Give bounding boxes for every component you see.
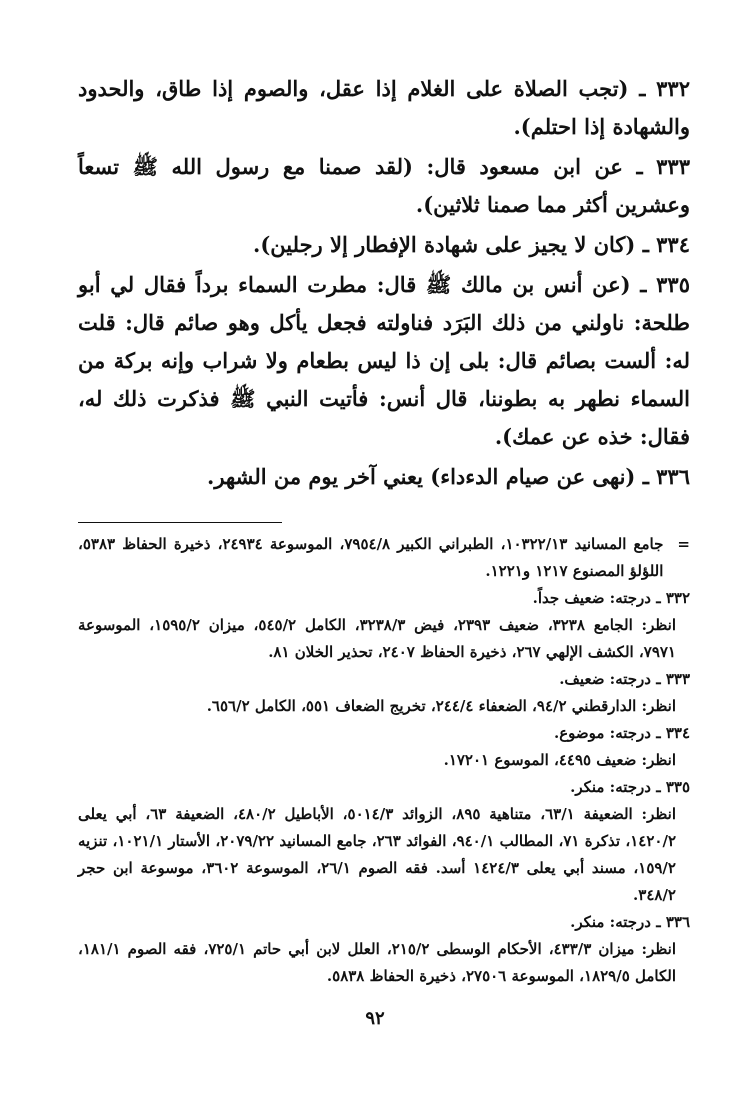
hadith-text: (كان لا يجيز على شهادة الإفطار إلا رجلين). (253, 232, 636, 257)
hadith-number: ٣٣٥ ـ (640, 272, 690, 297)
footnote-number: ٣٣٢ (665, 589, 690, 607)
hadith-333 (78, 148, 690, 224)
page-number: ٩٢ (365, 1008, 385, 1029)
continuation-mark: = (677, 535, 690, 553)
hadith-334 (78, 226, 690, 264)
hadith-text: (عن أنس بن مالك ﷺ قال: مطرت السماء برداً فقال لي أبو طلحة: ناولني من ذلك البَرَد فناولته فجعل يأكل وهو صائم قال: قلت له: ألست بصائم قال: بلى إن ذا ليس بطعام ولا شراب وإنه بركة من السماء نطهر به بطوننا، قال أنس: فأتيت النبي ﷺ فذكرت ذلك له، فقال: خذه عن عمك). (78, 272, 690, 449)
hadith-number: ٣٣٦ ـ (642, 464, 690, 489)
footnote-refs: انظر: الدارقطني ٩٤/٢، الضعفاء ٢٤٤/٤، تخريج الضعاف ٥٥١، الكامل ٦٥٦/٢. (206, 697, 676, 715)
degree-label: ـ درجته: (609, 670, 661, 688)
footnote-degree-line (78, 585, 690, 612)
footnote-separator (78, 522, 690, 523)
footnote-336 (78, 909, 690, 990)
degree-value: ضعيف جداً. (532, 589, 605, 607)
footnote-continuation (78, 531, 690, 585)
hadith-332 (78, 70, 690, 146)
footnote-degree-line (78, 774, 690, 801)
degree-value: منكر. (570, 778, 605, 796)
hadith-336 (78, 458, 690, 496)
hadith-text: (نهى عن صيام الدءداء) يعني آخر يوم من الشهر. (207, 464, 636, 489)
footnote-number: ٣٣٥ (665, 778, 690, 796)
degree-label: ـ درجته: (609, 913, 661, 931)
footnote-number: ٣٣٦ (665, 913, 690, 931)
footnote-degree-line (78, 666, 690, 693)
page-body (78, 70, 690, 990)
continuation-text: جامع المسانيد ١٠٣٢٢/١٣، الطبراني الكبير ٧٩٥٤/٨، الموسوعة ٢٤٩٣٤، ذخيرة الحفاظ ٥٣٨٣، اللؤلؤ المصنوع ١٢١٧ و١٢٢١. (78, 535, 664, 580)
degree-label: ـ درجته: (609, 724, 661, 742)
hadith-text: (تجب الصلاة على الغلام إذا عقل، والصوم إذا طاق، والحدود والشهادة إذا احتلم). (78, 76, 690, 139)
footnote-334 (78, 720, 690, 774)
degree-value: منكر. (570, 913, 605, 931)
footnote-332 (78, 585, 690, 666)
footnote-degree-line (78, 909, 690, 936)
footnote-number: ٣٣٣ (665, 670, 690, 688)
footnote-degree-line (78, 720, 690, 747)
footnote-number: ٣٣٤ (665, 724, 690, 742)
footnote-refs: انظر: الجامع ٣٢٣٨، ضعيف ٢٣٩٣، فيض ٣٢٣٨/٣، الكامل ٥٤٥/٢، ميزان ١٥٩٥/٢، الموسوعة ٧٩٧١، الكشف الإلهي ٢٦٧، ذخيرة الحفاظ ٢٤٠٧، تحذير الخلان ٨١. (78, 616, 677, 661)
degree-label: ـ درجته: (609, 778, 661, 796)
footnotes (78, 531, 690, 990)
degree-value: ضعيف. (559, 670, 605, 688)
footnote-refs: انظر: ميزان ٤٣٣/٣، الأحكام الوسطى ٢١٥/٢، العلل لابن أبي حاتم ٧٢٥/١، فقه الصوم ١٨١/١، الكامل ١٨٢٩/٥، الموسوعة ٢٧٥٠٦، ذخيرة الحفاظ ٥٨٣٨. (78, 940, 676, 985)
footnote-refs: انظر: ضعيف ٤٤٩٥، الموسوع ١٧٢٠١. (443, 751, 676, 769)
degree-label: ـ درجته: (609, 589, 661, 607)
footnote-333 (78, 666, 690, 720)
footnote-refs: انظر: الضعيفة ٦٣/١، متناهية ٨٩٥، الزوائد ٥٠١٤/٣، الأباطيل ٤٨٠/٢، الضعيفة ٦٣، أبي يعلى ١٤٢٠/٢، تذكرة ٧١، المطالب ٩٤٠/١، الفوائد ٢٦٣، جامع المسانيد ٢٠٧٩/٢٢، الأستار ١٠٢١/١، تنزيه ١٥٩/٢، مسند أبي يعلى ١٤٢٤/٣ أسد. فقه الصوم ٢٦/١، الموسوعة ٣٦٠٢، موسوعة ابن حجر ٣٤٨/٢. (78, 805, 677, 904)
footnote-335 (78, 774, 690, 909)
hadith-number: ٣٣٤ ـ (642, 232, 690, 257)
degree-value: موضوع. (553, 724, 605, 742)
hadith-number: ٣٣٣ ـ (636, 154, 690, 179)
hadith-text: عن ابن مسعود قال: (لقد صمنا مع رسول الله ﷺ تسعاً وعشرين أكثر مما صمنا ثلاثين). (78, 154, 690, 217)
hadith-number: ٣٣٢ ـ (639, 76, 690, 101)
hadith-335 (78, 266, 690, 456)
